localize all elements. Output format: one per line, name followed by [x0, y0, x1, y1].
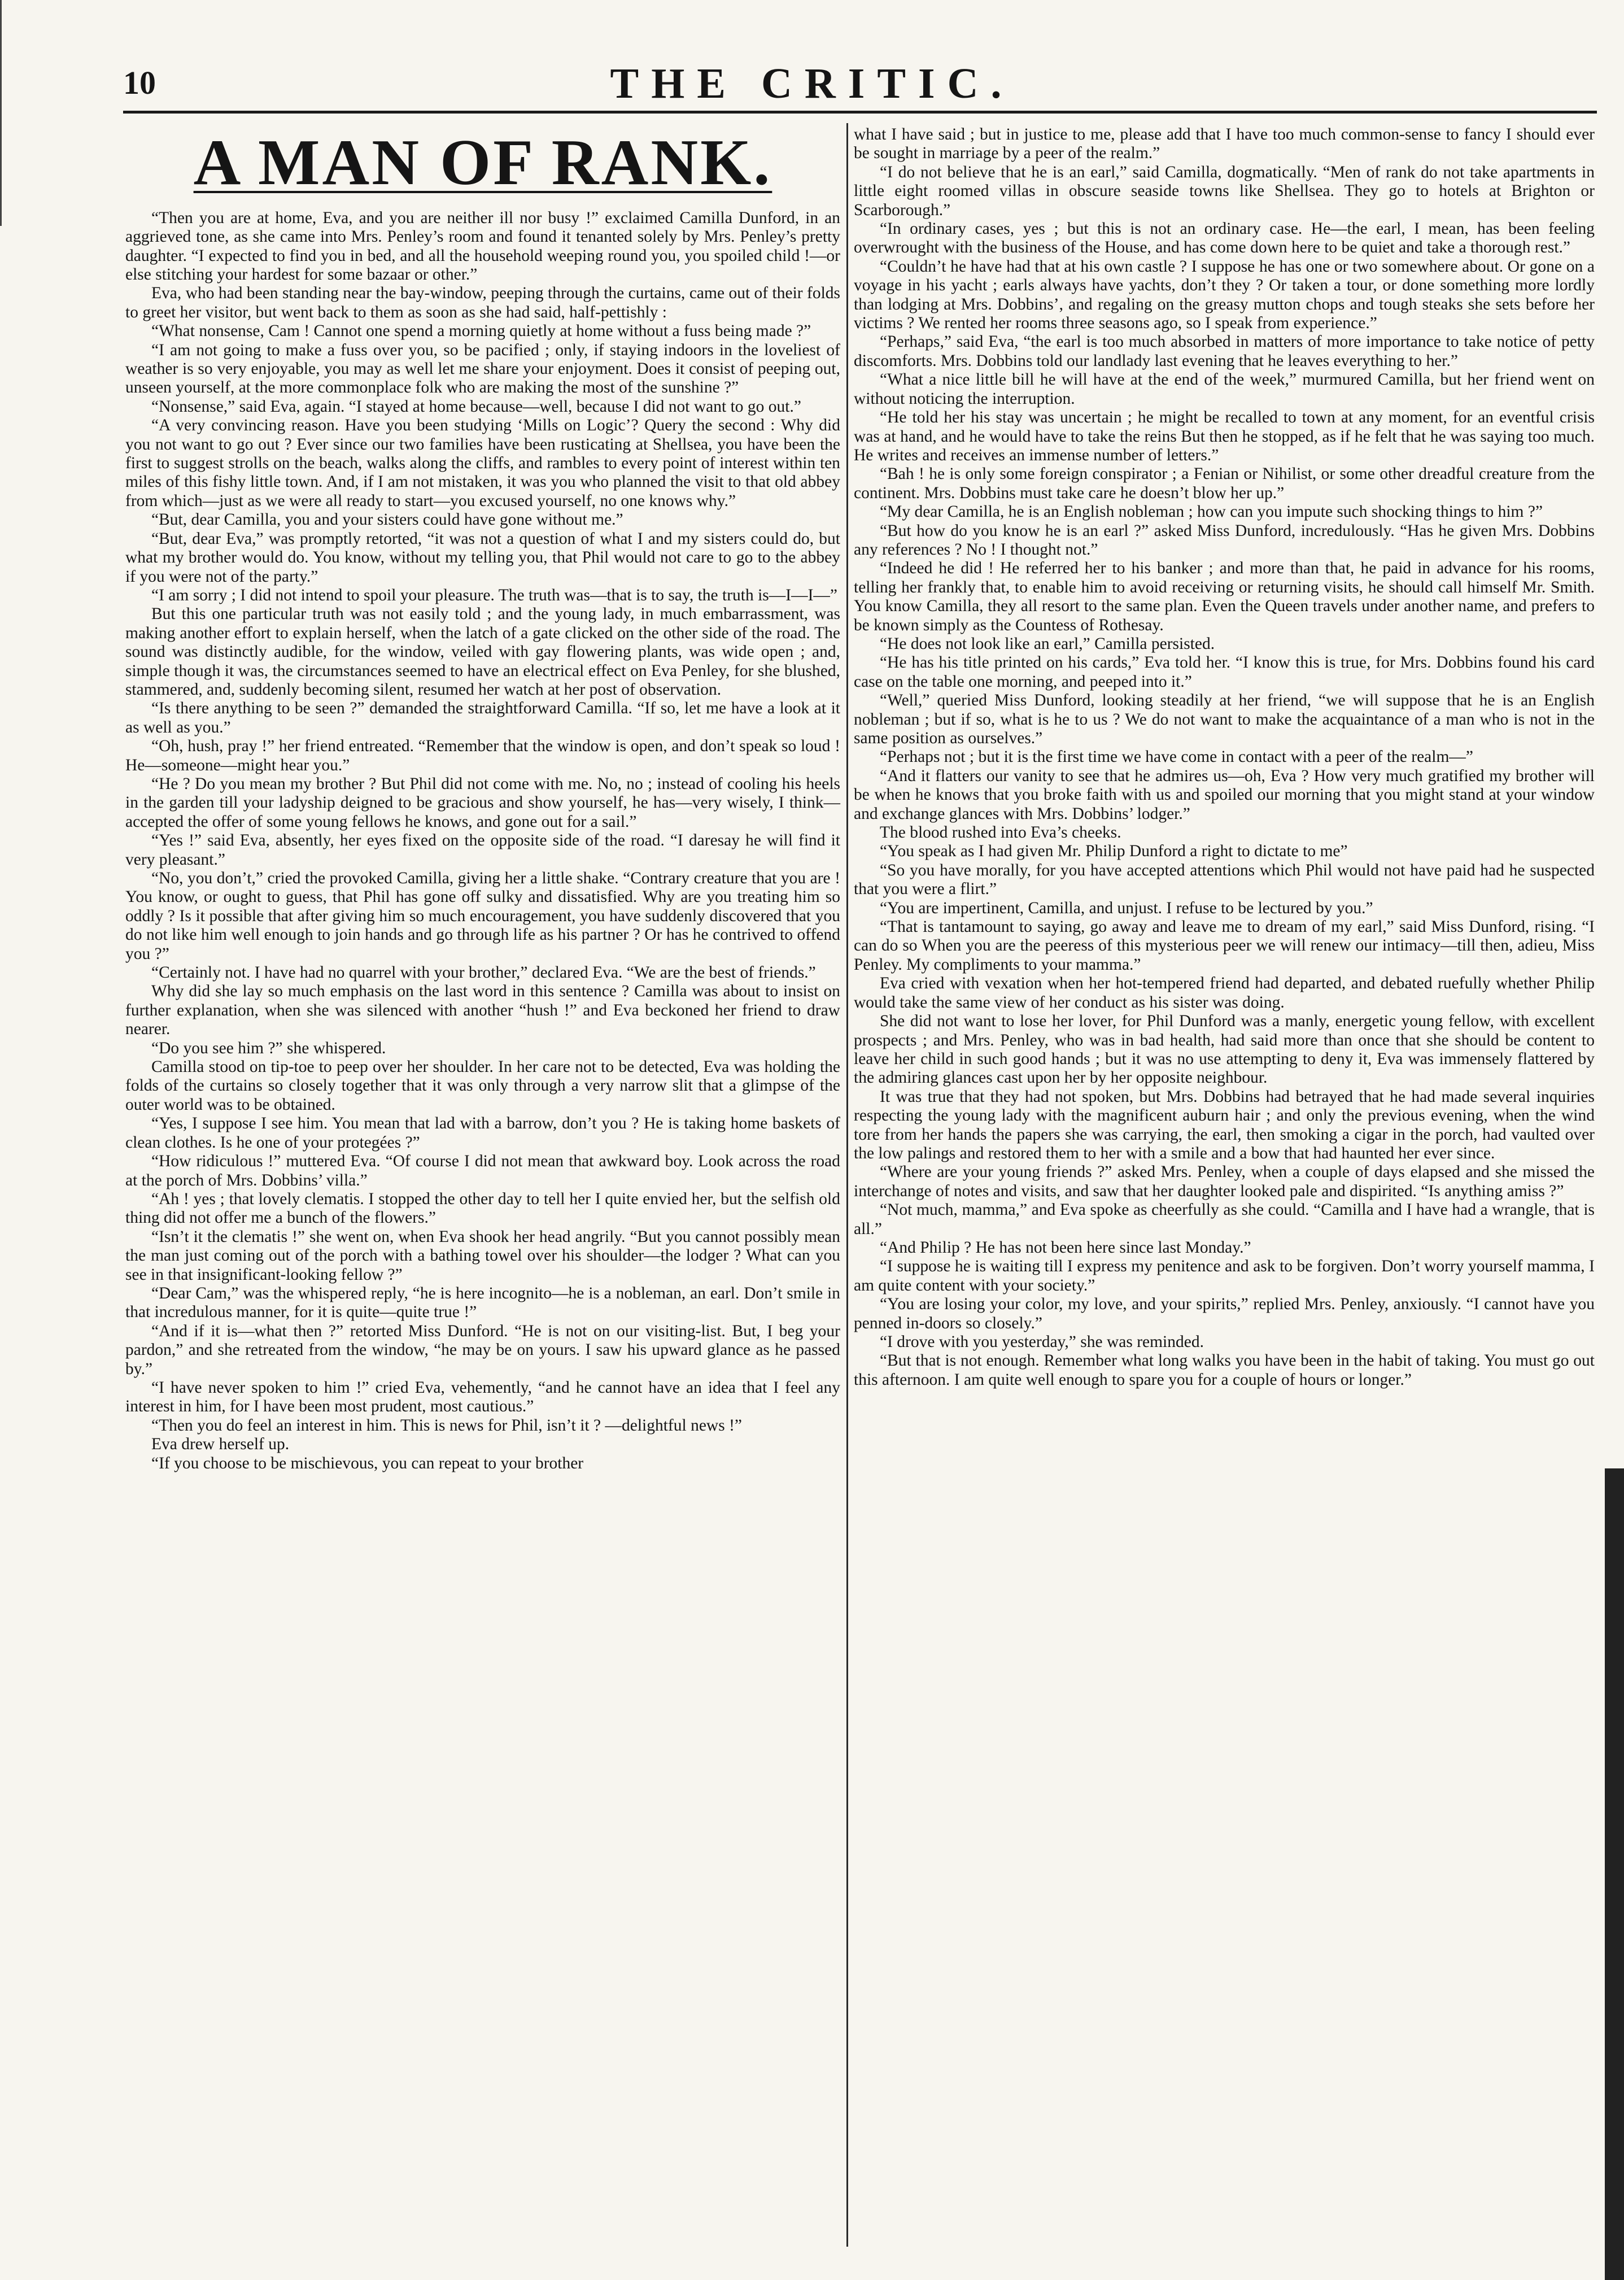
paragraph: “No, you don’t,” cried the provoked Camilla, giving her a little shake. “Contrary creature that you are ! You know, or ought to guess, that Phil has gone off sulky and dissatisfied. Why are you treating him so oddly ? Is it possible that after giving him so much encouragement, you have suddenly discovered that you do not like him well enough to join hands and go through life as his partner ? Or has he contrived to offend you ?”: [125, 869, 840, 963]
paragraph: “How ridiculous !” muttered Eva. “Of course I did not mean that awkward boy. Look across the road at the porch of Mrs. Dobbins’ villa.”: [125, 1152, 840, 1189]
paragraph: The blood rushed into Eva’s cheeks.: [880, 823, 1121, 842]
paragraph: “Not much, mamma,” and Eva spoke as cheerfully as she could. “Camilla and I have had a wrangle, that is all.”: [854, 1201, 1595, 1238]
paragraph: “My dear Camilla, he is an English nobleman ; how can you impute such shocking things to him ?”: [880, 503, 1543, 521]
paragraph: “I suppose he is waiting till I express my penitence and ask to be forgiven. Don’t worry yourself mamma, I am quite content with your society.”: [854, 1257, 1595, 1294]
paragraph: “What nonsense, Cam ! Cannot one spend a morning quietly at home without a fuss being made ?”: [151, 322, 811, 341]
paragraph: “Certainly not. I have had no quarrel with your brother,” declared Eva. “We are the best of friends.”: [151, 964, 816, 982]
paragraph: “Then you are at home, Eva, and you are neither ill nor busy !” exclaimed Camilla Dunford, in an aggrieved tone, as she came into Mrs. Penley’s room and found it tenanted solely by Mrs. Penley’s pretty daughter. “I expected to find you in bed, and all the household weeping round you, you spoiled child !—or else stitching your hardest for some bazaar or other.”: [125, 208, 840, 284]
left-column: [125, 125, 840, 1473]
paragraph: “He does not look like an earl,” Camilla persisted.: [880, 634, 1215, 653]
paragraph: “Oh, hush, pray !” her friend entreated. “Remember that the window is open, and don’t speak so loud ! He—someone—might hear you.”: [125, 737, 840, 774]
paragraph: “I drove with you yesterday,” she was reminded.: [880, 1333, 1204, 1351]
paragraph: “You are impertinent, Camilla, and unjust. I refuse to be lectured by you.”: [880, 899, 1373, 917]
paragraph: “He has his title printed on his cards,” Eva told her. “I know this is true, for Mrs. Dobbins found his card case on the table one morning, and peeped into it.”: [854, 653, 1595, 691]
paragraph: “And it flatters our vanity to see that he admires us—oh, Eva ? How very much gratified my brother will be when he knows that you broke faith with us and spoiled our morning that you might stand at your window and exchange glances with Mrs. Dobbins’ lodger.”: [854, 766, 1595, 823]
paragraph: “If you choose to be mischievous, you can repeat to your brother: [151, 1454, 584, 1472]
paragraph: Why did she lay so much emphasis on the last word in this sentence ? Camilla was about to insist on further explanation, when she was silenced with another “hush !” and Eva beckoned her friend to draw nearer.: [125, 982, 840, 1039]
paragraph: “Bah ! he is only some foreign conspirator ; a Fenian or Nihilist, or some other dreadful creature from the continent. Mrs. Dobbins must take care he doesn’t blow her up.”: [854, 465, 1595, 502]
paragraph: “Do you see him ?” she whispered.: [151, 1039, 386, 1057]
paragraph: “In ordinary cases, yes ; but this is not an ordinary case. He—the earl, I mean, has been feeling overwrought with the business of the House, and has come down here to be quiet and take a thorough rest.”: [854, 220, 1595, 257]
story-title: A MAN OF RANK.: [193, 127, 772, 199]
paragraph: “Dear Cam,” was the whispered reply, “he is here incognito—he is a nobleman, an earl. Don’t smile in that incredulous manner, for it is quite—quite true !”: [125, 1284, 840, 1322]
paragraph: “Indeed he did ! He referred her to his banker ; and more than that, he paid in advance for his rooms, telling her frankly that, to enable him to avoid receiving or returning visits, he should call himself Mr. Smith. You know Camilla, they all resort to the same plan. Even the Queen travels under another name, and prefers to be known simply as the Countess of Rothesay.: [854, 559, 1595, 634]
page-number: 10: [123, 64, 156, 101]
paragraph: “I am not going to make a fuss over you, so be pacified ; only, if staying indoors in the loveliest of weather is so very enjoyable, you may as well let me share your enjoyment. Does it consist of peeping out, unseen yourself, at the more commonplace folk who are making the most of the sunshine ?”: [125, 341, 840, 397]
paragraph: “Isn’t it the clematis !” she went on, when Eva shook her head angrily. “But you cannot possibly mean the man just coming out of the porch with a bathing towel over his shoulder—the lodger ? What can you see in that insignificant-looking fellow ?”: [125, 1227, 840, 1284]
binding-shadow: [1605, 1468, 1624, 2280]
paragraph: “Well,” queried Miss Dunford, looking steadily at her friend, “we will suppose that he is an English nobleman ; but if so, what is he to us ? We do not want to make the acquaintance of a man who is not in the same position as ourselves.”: [854, 691, 1595, 747]
paragraph: Camilla stood on tip-toe to peep over her shoulder. In her care not to be detected, Eva was holding the folds of the curtains so closely together that it was only through a very narrow slit that a glimpse of the outer world was to be obtained.: [125, 1058, 840, 1114]
paragraph: “Where are your young friends ?” asked Mrs. Penley, when a couple of days elapsed and she missed the interchange of notes and visits, and saw that her daughter looked pale and dispirited. “Is anything amiss ?”: [854, 1163, 1595, 1200]
paragraph: “Then you do feel an interest in him. This is news for Phil, isn’t it ? —delightful news !”: [151, 1416, 742, 1435]
paragraph: “Ah ! yes ; that lovely clematis. I stopped the other day to tell her I quite envied her, but the selfish old thing did not offer me a bunch of the flowers.”: [125, 1189, 840, 1227]
paragraph: She did not want to lose her lover, for Phil Dunford was a manly, energetic young fellow, with excellent prospects ; and Mrs. Penley, who was in bad health, had said more than once that she should be content to leave her child in such good hands ; but it was no use attempting to deny it, Eva was immensely flattered by the admiring glances cast upon her by her opposite neighbour.: [854, 1012, 1595, 1087]
paragraph: “He told her his stay was uncertain ; he might be recalled to town at any moment, for an eventful crisis was at hand, and he would have to take the reins But then he stopped, as if he felt that he was saying too much. He writes and receives an immense number of letters.”: [854, 408, 1595, 464]
paragraph: “Is there anything to be seen ?” demanded the straightforward Camilla. “If so, let me have a look at it as well as you.”: [125, 699, 840, 736]
paragraph: But this one particular truth was not easily told ; and the young lady, in much embarrassment, was making another effort to explain herself, when the latch of a gate clicked on the other side of the road. The sound was distinctly audible, for the window, veiled with gay flowering plants, was wide open ; and, simple though it was, the circumstances seemed to have an electrical effect on Eva Penley, for she blushed, stammered, and, suddenly becoming silent, resumed her watch at her post of observation.: [125, 605, 840, 699]
paragraph: “So you have morally, for you have accepted attentions which Phil would not have paid had he suspected that you were a flirt.”: [854, 861, 1595, 899]
header-rule: [123, 111, 1597, 114]
paragraph: “Couldn’t he have had that at his own castle ? I suppose he has one or two somewhere about. Or gone on a voyage in his yacht ; earls always have yachts, don’t they ? Or taken a tour, or done something more lordly than lodging at Mrs. Dobbins’, and regaling on the greasy mutton chops and tough steaks she sets before her victims ? We rented her rooms three seasons ago, so I speak from experience.”: [854, 257, 1595, 333]
paragraph: “You speak as I had given Mr. Philip Dunford a right to dictate to me”: [880, 842, 1348, 861]
paragraph: “And Philip ? He has not been here since last Monday.”: [880, 1238, 1251, 1257]
paragraph: “But that is not enough. Remember what long walks you have been in the habit of taking. You must go out this afternoon. I am quite well enough to spare you for a couple of hours or longer.”: [854, 1352, 1595, 1389]
right-column-body: [854, 125, 1595, 1389]
paragraph: “But, dear Camilla, you and your sisters could have gone without me.”: [151, 511, 623, 529]
paragraph: “Perhaps not ; but it is the first time we have come in contact with a peer of the realm—”: [880, 748, 1474, 766]
page-edge-marks: [0, 0, 10, 226]
paragraph: what I have said ; but in justice to me, please add that I have too much common-sense to fancy I should ever be sought in marriage by a peer of the realm.”: [854, 125, 1595, 163]
paragraph: “That is tantamount to saying, go away and leave me to dream of my earl,” said Miss Dunford, rising. “I can do so When you are the peeress of this mysterious peer we will renew our intimacy—till then, adieu, Miss Penley. My compliments to your mamma.”: [854, 918, 1595, 974]
paragraph: “You are losing your color, my love, and your spirits,” replied Mrs. Penley, anxiously. “I cannot have you penned in-doors so closely.”: [854, 1295, 1595, 1332]
paragraph: It was true that they had not spoken, but Mrs. Dobbins had betrayed that he had made several inquiries respecting the young lady with the magnificent auburn hair ; and only the previous evening, when the wind tore from her hands the papers she was carrying, the earl, then smoking a cigar in the porch, had vaulted over the low palings and restored them to her with a smile and a bow that had haunted her ever since.: [854, 1087, 1595, 1162]
paragraph: “And if it is—what then ?” retorted Miss Dunford. “He is not on our visiting-list. But, I beg your pardon,” and she retreated from the window, “he may be on yours. I saw his upward glance as he passed by.”: [125, 1322, 840, 1378]
paragraph: “He ? Do you mean my brother ? But Phil did not come with me. No, no ; instead of cooling his heels in the garden till your ladyship deigned to be gracious and show yourself, he has—very wisely, I think—accepted the offer of some young fellows he knows, and gone out for a sail.”: [125, 774, 840, 831]
paragraph: “But, dear Eva,” was promptly retorted, “it was not a question of what I and my sisters could do, but what my brother would do. You know, without my telling you, that Phil would not care to go to the abbey if you were not of the party.”: [125, 529, 840, 586]
paragraph: Eva cried with vexation when her hot-tempered friend had departed, and debated ruefully whether Philip would take the same view of her conduct as his sister was doing.: [854, 974, 1595, 1012]
paragraph: Eva drew herself up.: [151, 1435, 290, 1454]
column-rule: [846, 123, 848, 2247]
paragraph: “I am sorry ; I did not intend to spoil your pleasure. The truth was—that is to say, the truth is—I—I—”: [151, 586, 838, 604]
paragraph: “Nonsense,” said Eva, again. “I stayed at home because—well, because I did not want to go out.”: [151, 397, 801, 416]
paragraph: “Yes, I suppose I see him. You mean that lad with a barrow, don’t you ? He is taking home baskets of clean clothes. Is he one of your protegées ?”: [125, 1114, 840, 1152]
paragraph: “But how do you know he is an earl ?” asked Miss Dunford, incredulously. “Has he given Mrs. Dobbins any references ? No ! I thought not.”: [854, 521, 1595, 559]
paragraph: “I do not believe that he is an earl,” said Camilla, dogmatically. “Men of rank do not take apartments in little eight roomed villas in obscure seaside towns like Shellsea. They go to hotels at Brighton or Scarborough.”: [854, 163, 1595, 219]
paragraph: “I have never spoken to him !” cried Eva, vehemently, “and he cannot have an idea that I feel any interest in him, for I have been most prudent, most cautious.”: [125, 1378, 840, 1416]
masthead: THE CRITIC.: [610, 60, 1014, 107]
right-column: [854, 125, 1595, 1389]
left-column-body: [125, 209, 840, 1473]
paragraph: “A very convincing reason. Have you been studying ‘Mills on Logic’? Query the second : Why did you not want to go out ? Ever since our two families have been rusticating at Shellsea, you have been the first to suggest strolls on the beach, walks along the cliffs, and rambles to every point of interest within ten miles of this fishy little town. And, if I am not mistaken, it was you who planned the visit to that old abbey from which—just as we were all ready to start—you excused yourself, no one knows why.”: [125, 416, 840, 510]
paragraph: “Perhaps,” said Eva, “the earl is too much absorbed in matters of more importance to take notice of petty discomforts. Mrs. Dobbins told our landlady last evening that he leaves everything to her.”: [854, 333, 1595, 370]
paragraph: Eva, who had been standing near the bay-window, peeping through the curtains, came out of their folds to greet her visitor, but went back to them as soon as she had said, half-pettishly :: [125, 284, 840, 321]
paragraph: “Yes !” said Eva, absently, her eyes fixed on the opposite side of the road. “I daresay he will find it very pleasant.”: [125, 831, 840, 869]
paragraph: “What a nice little bill he will have at the end of the week,” murmured Camilla, but her friend went on without noticing the interruption.: [854, 370, 1595, 408]
